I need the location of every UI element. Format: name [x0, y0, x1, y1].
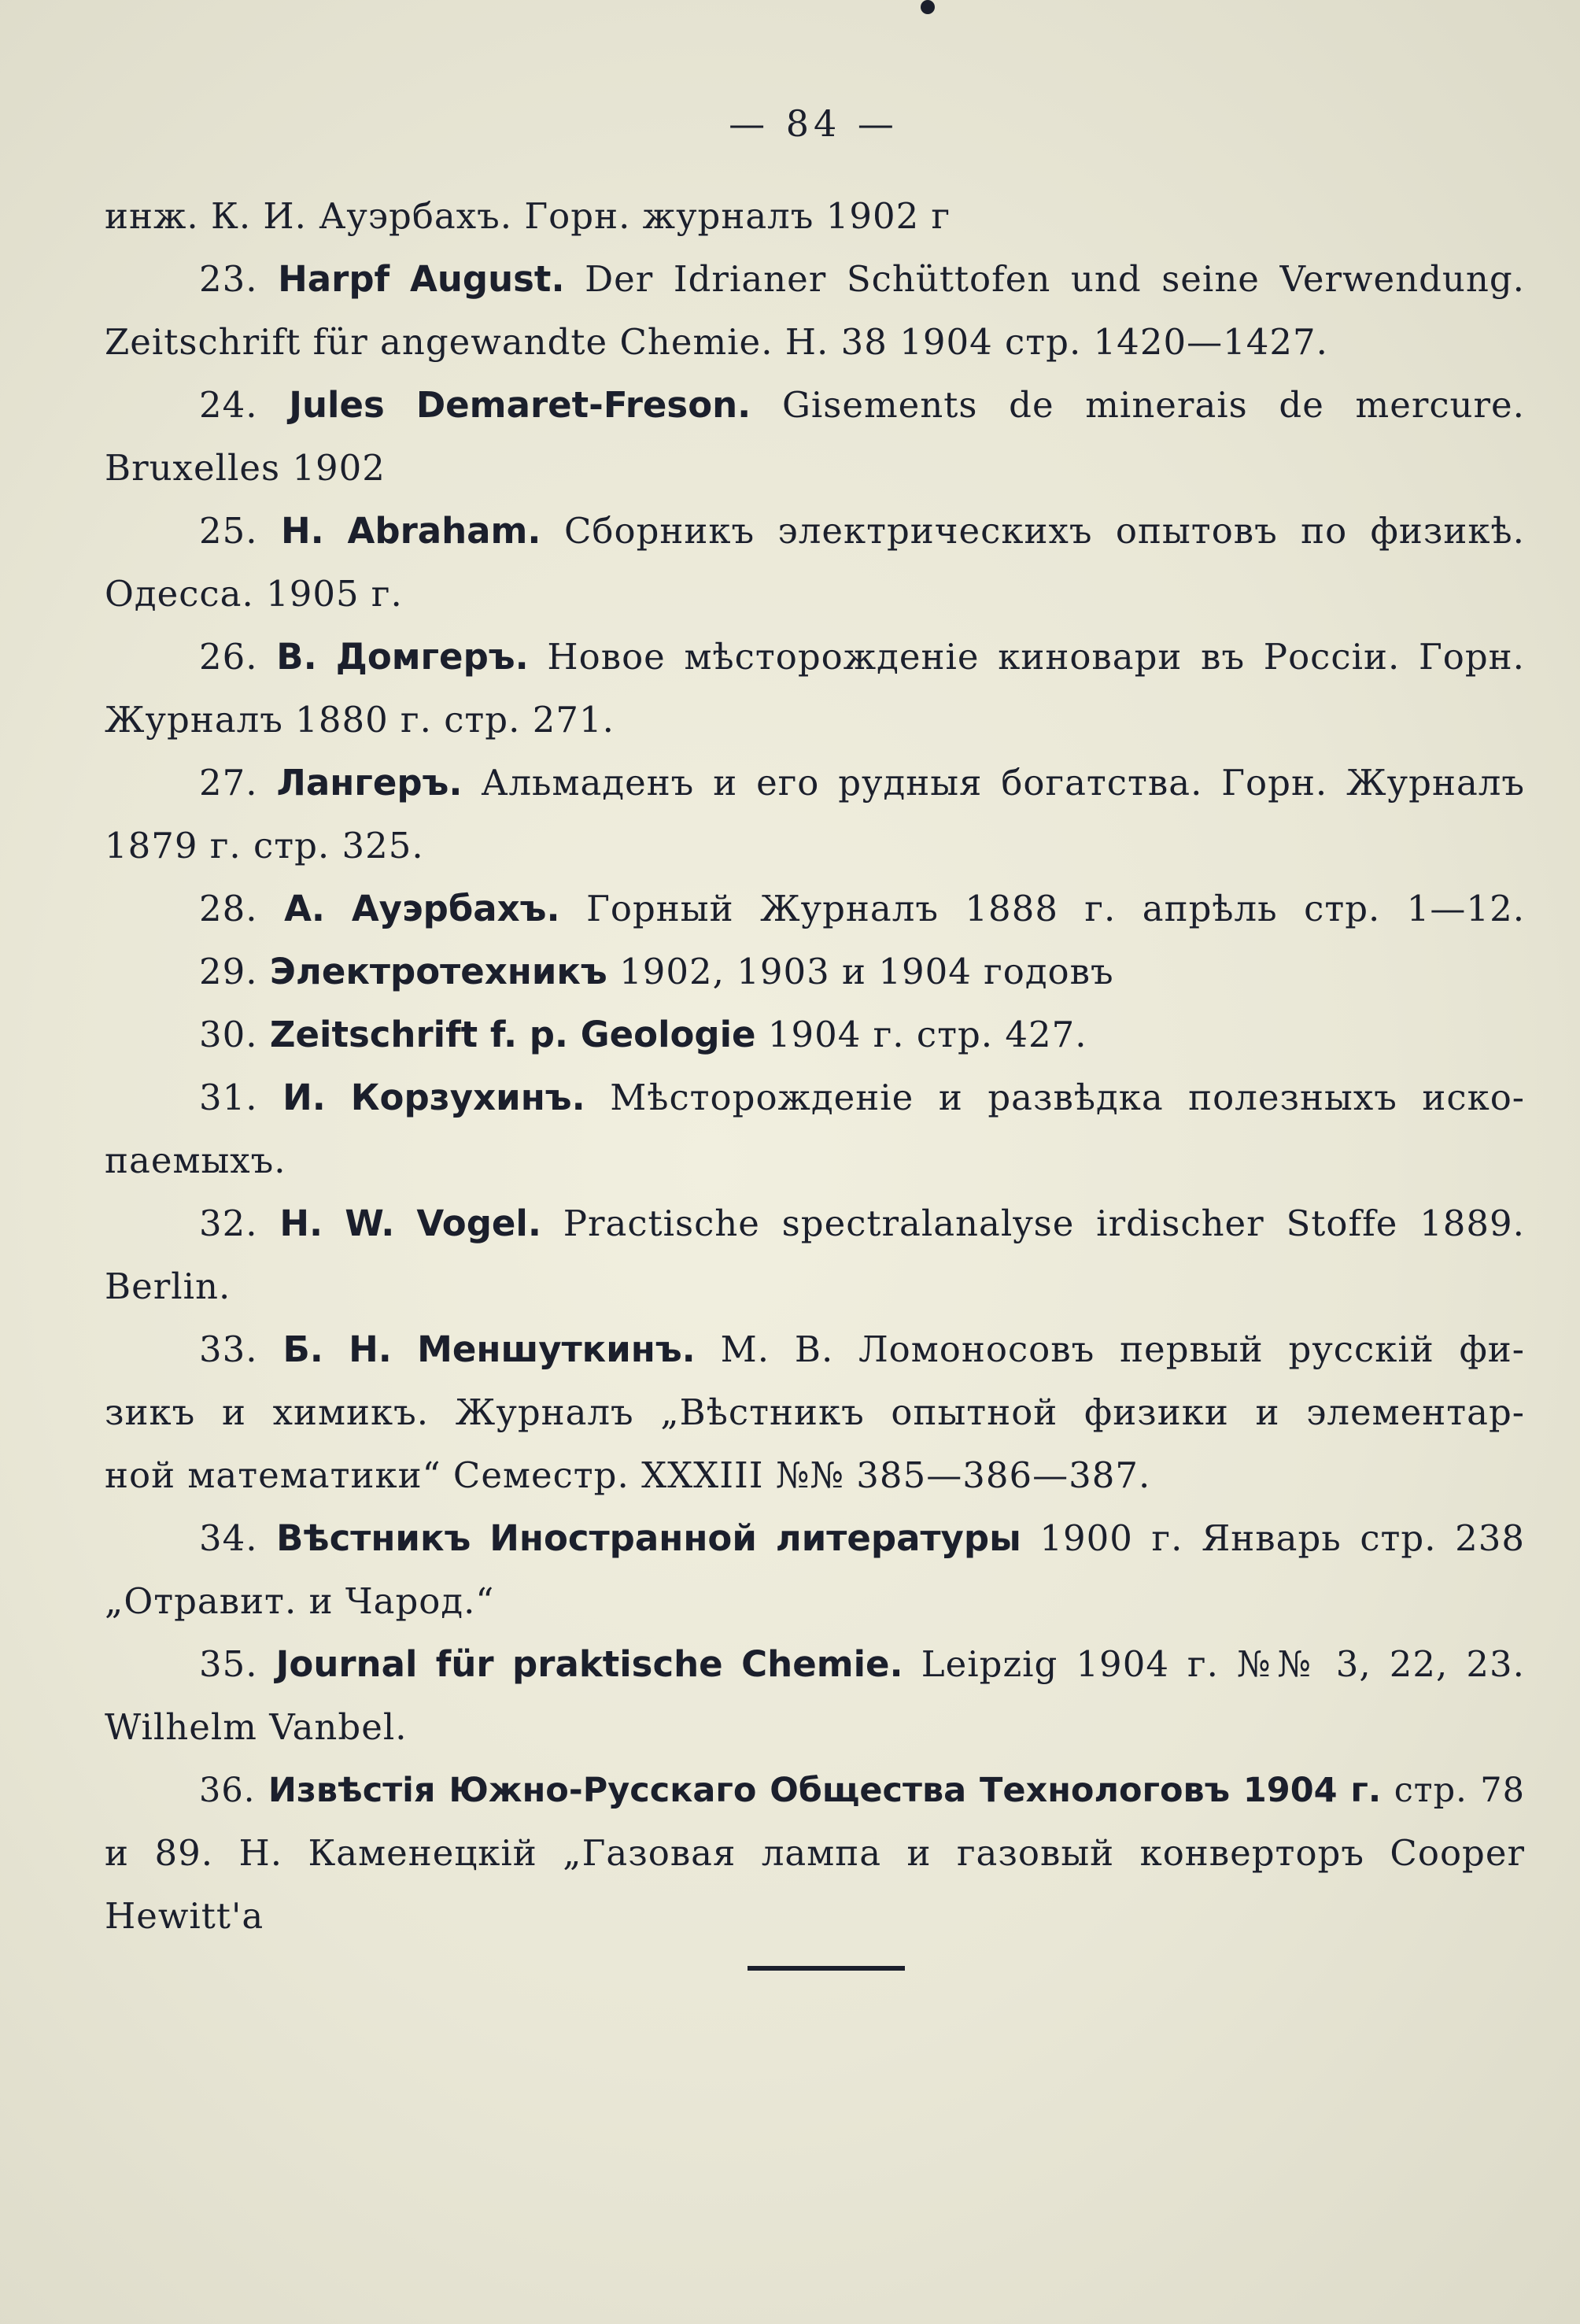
end-rule: [748, 1966, 905, 1971]
entry-number: 30.: [199, 1014, 258, 1055]
text-line: [105, 248, 1525, 311]
text-line: [105, 815, 1525, 878]
text-line: [105, 1822, 1525, 1885]
text-line: [105, 374, 1525, 437]
entry-number: 27.: [199, 762, 258, 804]
text-line: [105, 185, 1525, 248]
text-line: [105, 1507, 1525, 1570]
ink-dot: [921, 0, 935, 14]
text-line: [105, 437, 1525, 500]
entry-text: Альмаденъ и его рудныя богатства. Горн. Журналъ: [481, 762, 1525, 804]
entry-number: 23.: [199, 258, 258, 300]
text-line: [105, 1570, 1525, 1633]
entry-author: H. Abraham.: [281, 510, 541, 552]
entry-text: Мѣсторожденіе и развѣдка полезныхъ иско-: [610, 1077, 1525, 1118]
entry-author: И. Корзухинъ.: [282, 1077, 585, 1118]
text-line: [105, 940, 1525, 1003]
entry-number: 36.: [199, 1771, 256, 1810]
entry-text: Bruxelles 1902: [105, 447, 386, 489]
bibliography-list: [105, 185, 1525, 1948]
entry-text: 1904 г. стр. 427.: [767, 1014, 1087, 1055]
text-line: [105, 1129, 1525, 1192]
entry-text: Сборникъ электрическихъ опытовъ по физикѣ.: [563, 510, 1525, 552]
text-line: [105, 563, 1525, 626]
entry-text: Hewitt'a: [105, 1895, 264, 1937]
text-line: [105, 1192, 1525, 1255]
entry-text: ной математики“ Семестр. XXXIII №№ 385—386—387.: [105, 1454, 1151, 1496]
entry-text: Wilhelm Vanbel.: [105, 1706, 408, 1748]
text-line: [105, 1003, 1525, 1066]
entry-text: паемыхъ.: [105, 1140, 286, 1181]
entry-number: 28.: [199, 888, 258, 929]
entry-text: Gisements de minerais de mercure.: [781, 384, 1525, 426]
text-line: [105, 689, 1525, 752]
entry-author: Б. Н. Меншуткинъ.: [282, 1328, 696, 1370]
entry-text: инж. К. И. Ауэрбахъ. Горн. журналъ 1902 г: [105, 195, 951, 237]
entry-author: Электротехникъ: [269, 951, 607, 992]
entry-author: Вѣстникъ Иностранной литературы: [276, 1517, 1021, 1559]
entry-text: Одесса. 1905 г.: [105, 573, 403, 615]
entry-author: Извѣстія Южно-Русскаго Общества Технологовъ 1904 г.: [268, 1771, 1382, 1810]
entry-author: Harpf August.: [278, 258, 565, 300]
entry-number: 34.: [199, 1517, 258, 1559]
text-line: [105, 878, 1525, 940]
entry-text: 1902, 1903 и 1904 годовъ: [619, 951, 1114, 992]
entry-text: Practische spectralanalyse irdischer Stoffe 1889.: [563, 1203, 1525, 1244]
entry-number: 25.: [199, 510, 258, 552]
entry-text: Новое мѣсторожденіе киновари въ Россіи. Горн.: [547, 636, 1525, 678]
text-line: [105, 1759, 1525, 1822]
entry-text: Der Idrianer Schüttofen und seine Verwendung.: [585, 258, 1525, 300]
text-line: [105, 752, 1525, 815]
entry-author: Zeitschrift f. p. Geologie: [269, 1014, 756, 1055]
text-line: [105, 1633, 1525, 1696]
entry-text: Горный Журналъ 1888 г. апрѣль стр. 1—12.: [586, 888, 1526, 929]
entry-text: Leipzig 1904 г. №№ 3, 22, 23.: [921, 1643, 1525, 1685]
entry-text: стр. 78: [1394, 1771, 1526, 1810]
entry-author: А. Ауэрбахъ.: [284, 888, 560, 929]
entry-text: Журналъ 1880 г. стр. 271.: [105, 699, 615, 741]
text-line: [105, 1696, 1525, 1759]
entry-text: Zeitschrift für angewandte Chemie. H. 38 1904 стр. 1420—1427.: [105, 321, 1328, 363]
entry-text: и 89. Н. Каменецкій „Газовая лампа и газовый конверторъ Cooper: [105, 1832, 1525, 1874]
entry-text: М. В. Ломоносовъ первый русскій фи-: [720, 1328, 1525, 1370]
page-number: — 84 —: [729, 102, 899, 145]
entry-text: 1879 г. стр. 325.: [105, 825, 424, 866]
text-line: [105, 1066, 1525, 1129]
text-line: [105, 1885, 1525, 1948]
entry-number: 33.: [199, 1328, 258, 1370]
entry-text: „Отравит. и Чарод.“: [105, 1580, 495, 1622]
entry-number: 26.: [199, 636, 258, 678]
entry-text: 1900 г. Январь стр. 238: [1039, 1517, 1525, 1559]
entry-author: Jules Demaret-Freson.: [289, 384, 751, 426]
entry-author: H. W. Vogel.: [279, 1203, 541, 1244]
entry-author: Лангеръ.: [276, 762, 463, 804]
entry-number: 29.: [199, 951, 258, 992]
text-line: [105, 1255, 1525, 1318]
text-line: [105, 1318, 1525, 1381]
entry-number: 32.: [199, 1203, 258, 1244]
text-line: [105, 1444, 1525, 1507]
text-line: [105, 1381, 1525, 1444]
entry-number: 35.: [199, 1643, 258, 1685]
entry-text: зикъ и химикъ. Журналъ „Вѣстникъ опытной физики и элементар-: [105, 1391, 1525, 1433]
entry-author: В. Домгеръ.: [276, 636, 529, 678]
text-line: [105, 311, 1525, 374]
entry-author: Journal für praktische Chemie.: [275, 1643, 903, 1685]
text-line: [105, 500, 1525, 563]
text-line: [105, 626, 1525, 689]
entry-number: 24.: [199, 384, 258, 426]
entry-number: 31.: [199, 1077, 258, 1118]
entry-text: Berlin.: [105, 1265, 231, 1307]
